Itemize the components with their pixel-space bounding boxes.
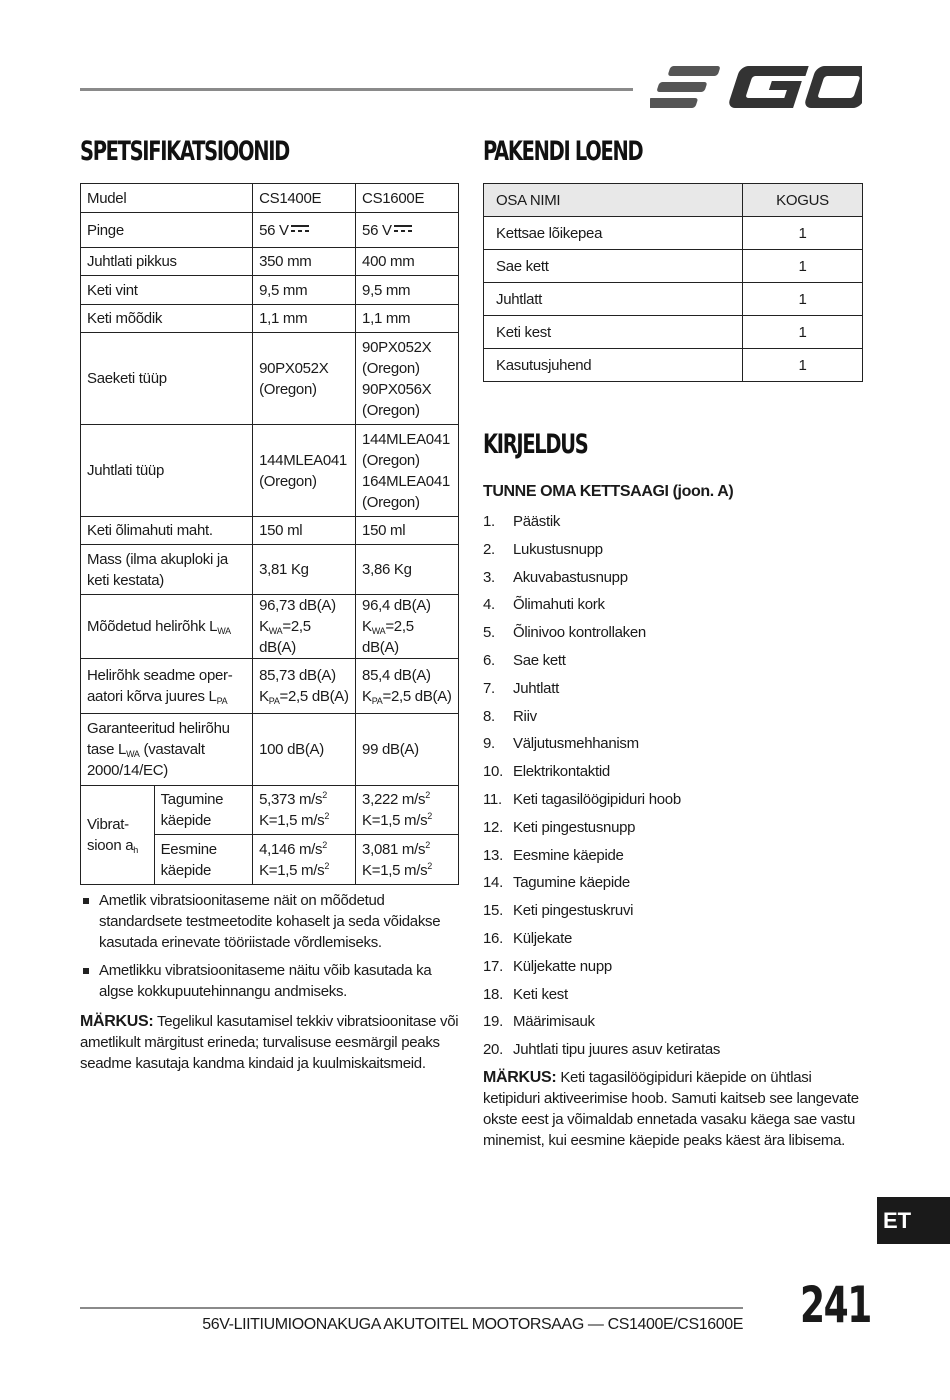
table-row <box>81 305 459 333</box>
value-text: =2,5 dB(A) <box>279 688 349 705</box>
spec-vibration-front-v1 <box>253 835 356 885</box>
spec-note <box>80 1011 460 1074</box>
superscript: 2 <box>322 839 327 850</box>
spec-sound-pressure-label <box>81 659 253 714</box>
spec-bar-length-v1: 350 mm <box>253 248 356 276</box>
value-text: 85,73 dB(A) <box>259 667 336 684</box>
spec-chain-gauge-v1: 1,1 mm <box>253 305 356 333</box>
spec-bar-type-v2 <box>356 425 459 517</box>
item-text: Eesmine käepide <box>513 846 624 864</box>
list-item <box>483 1039 720 1067</box>
desc-title: KIRJELDUS <box>483 429 588 460</box>
subscript: PA <box>216 696 228 706</box>
spec-guaranteed-label <box>81 714 253 786</box>
list-item <box>483 706 720 734</box>
table-row <box>484 250 863 283</box>
list-item <box>483 567 720 595</box>
spec-bullet-list <box>80 890 460 1009</box>
item-text: Lukustusnupp <box>513 540 603 558</box>
pack-item-qty: 1 <box>743 250 863 283</box>
table-row <box>484 184 863 217</box>
spec-guaranteed-v2: 99 dB(A) <box>356 714 459 786</box>
item-number: 11. <box>483 790 502 808</box>
pack-item-qty: 1 <box>743 283 863 316</box>
item-text: Tagumine käepide <box>513 874 630 892</box>
item-text: Keti pingestuskruvi <box>513 902 634 920</box>
item-number: 4. <box>483 596 495 614</box>
value-text: 85,4 dB(A) <box>362 667 431 684</box>
list-item <box>483 678 720 706</box>
value-text: 3,222 m/s <box>362 791 426 808</box>
label-text: Tagumine <box>160 791 224 808</box>
spec-vibration-rear-label <box>154 786 253 835</box>
spec-sound-power-v1 <box>253 595 356 659</box>
superscript: 2 <box>425 790 430 800</box>
spec-sound-power-v2 <box>356 595 459 659</box>
table-row <box>81 184 459 213</box>
subscript: WA <box>126 749 140 759</box>
value-text: K <box>362 618 372 635</box>
spec-vibration-label <box>81 786 155 885</box>
value-text: K=1,5 m/s <box>362 812 428 829</box>
pack-item-qty: 1 <box>743 316 863 349</box>
ego-logo <box>650 62 862 112</box>
label-text: Vibrat- <box>87 816 129 833</box>
value-text: 90PX052X <box>259 359 329 377</box>
list-item <box>483 984 720 1012</box>
value-text: 96,4 dB(A) <box>362 597 431 614</box>
value-text: K=1,5 m/s <box>259 861 325 879</box>
spec-voltage-v2 <box>356 213 459 248</box>
item-number: 10. <box>483 763 503 781</box>
list-item: Ametlikku vibratsioonitaseme näitu võib kasutada ka algse kokkupuutehinnangu andmiseks. <box>80 960 460 1002</box>
spec-voltage-label: Pinge <box>81 213 253 248</box>
spec-title: SPETSIFIKATSIOONID <box>80 136 290 167</box>
item-number: 20. <box>483 1041 503 1059</box>
value-text: (Oregon) <box>362 451 420 469</box>
pack-item-name: Juhtlatt <box>484 283 743 316</box>
list-item <box>483 622 720 650</box>
list-item <box>483 956 720 984</box>
list-item <box>483 733 720 761</box>
superscript: 2 <box>324 811 330 821</box>
item-number: 8. <box>483 707 495 725</box>
subscript: WA <box>371 626 386 636</box>
label-text: (vastavalt <box>139 741 205 758</box>
value-text: 144MLEA041 <box>362 430 450 448</box>
item-number: 13. <box>483 846 503 864</box>
superscript: 2 <box>425 839 430 850</box>
spec-bar-type-label: Juhtlati tüüp <box>81 425 253 517</box>
list-item <box>483 650 720 678</box>
list-item: Ametlik vibratsioonitaseme näit on mõõdetud standardsete testmeetodite kohaselt ja seda võidakse kasutada erinevate tööriistade võrdlemiseks. <box>80 890 460 953</box>
list-item <box>483 761 720 789</box>
label-text: Mass (ilma akuploki ja <box>87 550 228 568</box>
value-text: 90PX052X <box>362 338 432 356</box>
item-text: Akuvabastusnupp <box>513 568 628 586</box>
value-text: 5,373 m/s <box>259 791 323 808</box>
table-row <box>484 349 863 382</box>
dc-current-icon <box>394 225 412 233</box>
value-text: (Oregon) <box>259 472 317 490</box>
value-text: 164MLEA041 <box>362 472 450 490</box>
pack-item-name: Sae kett <box>484 250 743 283</box>
list-item <box>483 872 720 900</box>
table-row <box>81 333 459 425</box>
label-text: käepide <box>160 861 212 879</box>
note-text: Keti tagasilöögipiduri käepide on ühtlasi ketipiduri aktiveerimise hoob. Samuti kaitseb see langevate okste eest ja võimaldab ennetada vasaku käega sae vastu minemist, kui eesmine käepide peaks käest ära libisema. <box>483 1069 859 1149</box>
label-text: aatori kõrva juures L <box>87 688 217 705</box>
note-text: Tegelikul kasutamisel tekkiv vibratsioonitase või ametlikult märgitust erineda; turvalisuse eesmärgil peaks seadme kasutaja kandma kindaid ja kuulmiskaitsmeid. <box>80 1013 459 1072</box>
spec-oil-tank-v2: 150 ml <box>356 517 459 545</box>
superscript: 2 <box>324 860 330 871</box>
spec-mass-v1: 3,81 Kg <box>253 545 356 595</box>
value-text: (Oregon) <box>362 401 420 419</box>
list-item <box>483 845 720 873</box>
list-item <box>483 817 720 845</box>
spec-table <box>80 183 459 885</box>
label-text: Mõõdetud helirõhk L <box>87 618 218 635</box>
value-text: =2,5 dB(A) <box>259 618 311 656</box>
value-text: K <box>259 688 269 705</box>
item-text: Määrimisauk <box>513 1013 595 1031</box>
value-text: (Oregon) <box>362 359 420 377</box>
item-text: Õlimahuti kork <box>513 596 605 614</box>
label-text: Garanteeritud helirõhu <box>87 720 230 737</box>
spec-oil-tank-label: Keti õlimahuti maht. <box>81 517 253 545</box>
spec-chain-type-label: Saeketi tüüp <box>81 333 253 425</box>
label-text: keti kestata) <box>87 571 164 589</box>
item-number: 5. <box>483 624 495 642</box>
item-number: 12. <box>483 818 503 836</box>
value-text: 90PX056X <box>362 380 432 398</box>
spec-chain-type-v1 <box>253 333 356 425</box>
pack-title: PAKENDI LOEND <box>483 136 643 167</box>
item-number: 3. <box>483 568 495 586</box>
desc-note <box>483 1067 868 1151</box>
value-text: (Oregon) <box>362 493 420 511</box>
item-number: 7. <box>483 679 495 697</box>
list-item <box>483 594 720 622</box>
list-item <box>483 511 720 539</box>
item-text: Õlinivoo kontrollaken <box>513 624 646 642</box>
language-tab: ET <box>877 1197 950 1244</box>
pack-item-qty: 1 <box>743 217 863 250</box>
spec-bar-length-v2: 400 mm <box>356 248 459 276</box>
superscript: 2 <box>427 860 432 871</box>
label-text: 2000/14/EC) <box>87 762 168 779</box>
value-text: 56 V <box>259 221 289 239</box>
pack-head-name: OSA NIMI <box>484 184 743 217</box>
list-item <box>483 789 720 817</box>
pack-item-name: Keti kest <box>484 316 743 349</box>
footer-text: 56V-LIITIUMIOONAKUGA AKUTOITEL MOOTORSAAG — CS1400E/CS1600E <box>202 1316 743 1333</box>
spec-chain-type-v2 <box>356 333 459 425</box>
spec-vibration-front-v2 <box>356 835 459 885</box>
spec-mass-label <box>81 545 253 595</box>
item-text: Sae kett <box>513 651 566 669</box>
item-number: 1. <box>483 513 495 530</box>
item-text: Juhtlatt <box>513 679 559 697</box>
list-item <box>483 539 720 567</box>
spec-vibration-rear-v2 <box>356 786 459 835</box>
item-number: 9. <box>483 735 495 753</box>
value-text: K <box>362 688 372 705</box>
spec-chain-pitch-v1: 9,5 mm <box>253 276 356 305</box>
subscript: WA <box>217 626 231 636</box>
spec-chain-pitch-label: Keti vint <box>81 276 253 305</box>
value-text: 4,146 m/s <box>259 840 323 858</box>
item-text: Riiv <box>513 707 537 725</box>
value-text: 3,081 m/s <box>362 840 426 858</box>
label-text: käepide <box>160 812 212 829</box>
item-number: 14. <box>483 874 503 892</box>
spec-voltage-v1 <box>253 213 356 248</box>
label-text: tase L <box>87 741 127 758</box>
pack-table <box>483 183 863 382</box>
spec-sound-pressure-v1 <box>253 659 356 714</box>
spec-vibration-rear-v1 <box>253 786 356 835</box>
value-text: K=1,5 m/s <box>259 812 325 829</box>
item-number: 18. <box>483 985 503 1003</box>
item-text: Küljekate <box>513 929 573 947</box>
value-text: =2,5 dB(A) <box>382 688 452 705</box>
item-text: Päästik <box>513 513 561 530</box>
parts-list <box>483 511 720 1067</box>
item-number: 6. <box>483 651 495 669</box>
table-row <box>81 425 459 517</box>
list-item <box>483 900 720 928</box>
table-row <box>484 283 863 316</box>
item-text: Keti kest <box>513 985 568 1003</box>
item-number: 15. <box>483 902 503 920</box>
spec-col2-header: CS1600E <box>356 184 459 213</box>
spec-vibration-front-label <box>154 835 253 885</box>
value-text: K=1,5 m/s <box>362 861 428 879</box>
table-row <box>81 659 459 714</box>
item-text: Juhtlati tipu juures asuv ketiratas <box>513 1041 721 1059</box>
pack-item-qty: 1 <box>743 349 863 382</box>
label-text: Helirõhk seadme oper- <box>87 667 233 684</box>
footer-rule <box>80 1307 743 1309</box>
page-number: 241 <box>800 1276 871 1334</box>
table-row <box>484 316 863 349</box>
spec-mass-v2: 3,86 Kg <box>356 545 459 595</box>
superscript: 2 <box>427 811 432 821</box>
item-text: Väljutusmehhanism <box>513 735 639 753</box>
value-text: 56 V <box>362 221 392 239</box>
pack-item-name: Kettsae lõikepea <box>484 217 743 250</box>
item-number: 16. <box>483 929 503 947</box>
table-row <box>81 786 459 835</box>
value-text: 144MLEA041 <box>259 451 347 469</box>
label-text: Eesmine <box>160 840 217 858</box>
spec-oil-tank-v1: 150 ml <box>253 517 356 545</box>
value-text: (Oregon) <box>259 380 317 398</box>
spec-chain-gauge-label: Keti mõõdik <box>81 305 253 333</box>
table-row <box>81 213 459 248</box>
subscript: WA <box>268 626 283 636</box>
list-item <box>483 1011 720 1039</box>
spec-bar-length-label: Juhtlati pikkus <box>81 248 253 276</box>
note-label: MÄRKUS: <box>80 1013 154 1030</box>
item-number: 2. <box>483 540 495 558</box>
table-row <box>81 517 459 545</box>
item-number: 17. <box>483 957 503 975</box>
label-text: sioon a <box>87 837 134 854</box>
desc-subhead: TUNNE OMA KETTSAAGI (joon. A) <box>483 483 734 500</box>
header-rule <box>80 88 633 91</box>
subscript: PA <box>371 696 383 706</box>
value-text: K <box>259 618 269 635</box>
subscript: h <box>133 845 138 855</box>
spec-sound-pressure-v2 <box>356 659 459 714</box>
spec-model-label: Mudel <box>81 184 253 213</box>
table-row <box>81 248 459 276</box>
spec-bar-type-v1 <box>253 425 356 517</box>
note-label: MÄRKUS: <box>483 1069 557 1086</box>
table-row <box>81 714 459 786</box>
pack-head-qty: KOGUS <box>743 184 863 217</box>
item-number: 19. <box>483 1013 503 1031</box>
value-text: =2,5 dB(A) <box>362 618 414 656</box>
dc-current-icon <box>291 225 309 233</box>
item-text: Küljekatte nupp <box>513 957 612 975</box>
list-item <box>483 928 720 956</box>
spec-chain-gauge-v2: 1,1 mm <box>356 305 459 333</box>
superscript: 2 <box>322 790 327 800</box>
table-row <box>81 545 459 595</box>
spec-col1-header: CS1400E <box>253 184 356 213</box>
spec-guaranteed-v1: 100 dB(A) <box>253 714 356 786</box>
subscript: PA <box>268 696 280 706</box>
table-row <box>484 217 863 250</box>
pack-item-name: Kasutusjuhend <box>484 349 743 382</box>
value-text: 96,73 dB(A) <box>259 597 336 614</box>
spec-chain-pitch-v2: 9,5 mm <box>356 276 459 305</box>
item-text: Elektrikontaktid <box>513 763 610 781</box>
item-text: Keti tagasilöögipiduri hoob <box>513 790 681 808</box>
spec-sound-power-label <box>81 595 253 659</box>
table-row <box>81 276 459 305</box>
item-text: Keti pingestusnupp <box>513 818 636 836</box>
table-row <box>81 595 459 659</box>
